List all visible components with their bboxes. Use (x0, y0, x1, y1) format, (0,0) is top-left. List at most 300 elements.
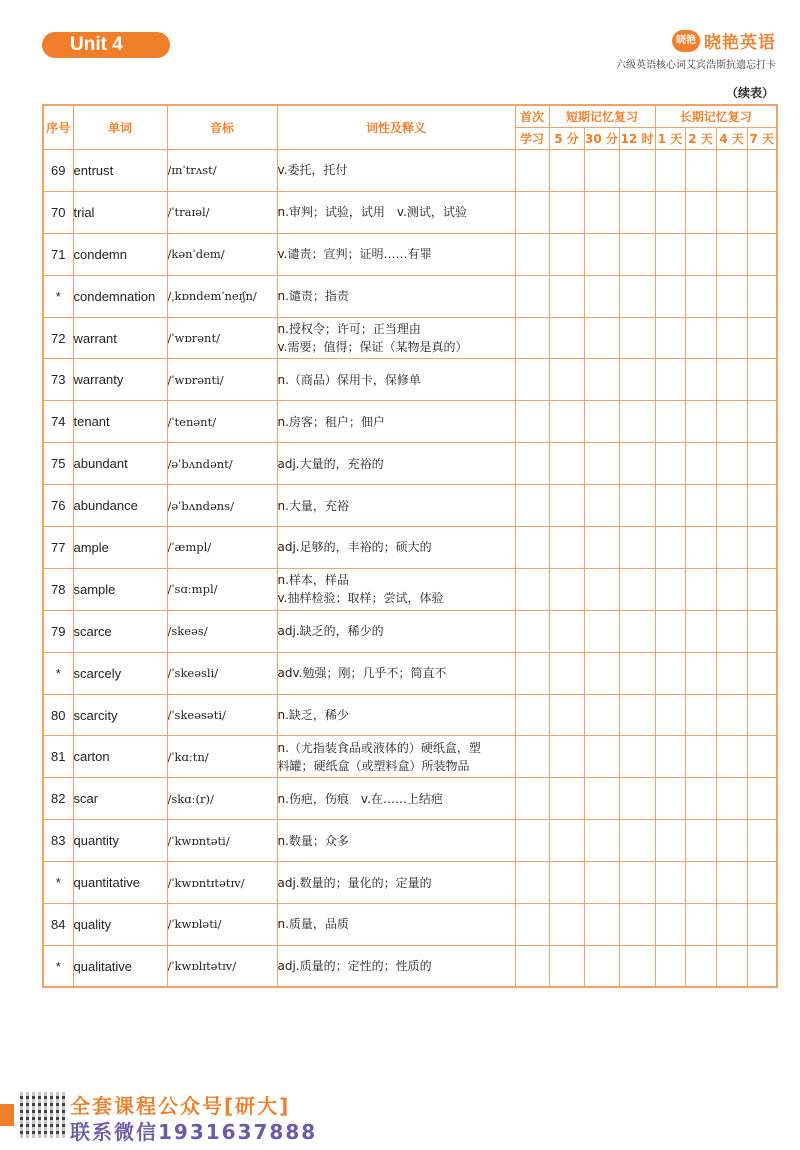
review-checkbox-cell (747, 150, 777, 192)
header-long-col: 7 天 (747, 128, 777, 150)
definition-line: n.质量，品质 (277, 917, 349, 932)
review-checkbox-cell (685, 694, 716, 736)
review-checkbox-cell (584, 820, 619, 862)
row-number: * (43, 652, 73, 694)
unit-label: Unit 4 (42, 32, 170, 58)
definition-line: n.授权令；许可；正当理由 (277, 322, 421, 336)
review-checkbox-cell (747, 736, 777, 778)
review-checkbox-cell (584, 485, 619, 527)
review-checkbox-cell (716, 736, 747, 778)
row-word: quantitative (73, 862, 167, 904)
review-checkbox-cell (515, 233, 549, 275)
table-row (43, 694, 777, 736)
watermark-line-2: 联系微信1931637888 (70, 1120, 318, 1144)
review-checkbox-cell (549, 191, 584, 233)
review-checkbox-cell (549, 527, 584, 569)
row-number: 78 (43, 568, 73, 610)
table-row (43, 652, 777, 694)
review-checkbox-cell (716, 652, 747, 694)
review-checkbox-cell (515, 150, 549, 192)
definition-line: n.样本，样品 (277, 573, 349, 588)
definition-line: adv.勉强；刚；几乎不；简直不 (277, 666, 447, 681)
review-checkbox-cell (716, 527, 747, 569)
row-number: 84 (43, 904, 73, 946)
review-checkbox-cell (747, 820, 777, 862)
review-checkbox-cell (619, 736, 655, 778)
review-checkbox-cell (655, 610, 685, 652)
review-checkbox-cell (619, 820, 655, 862)
row-word: abundant (73, 443, 167, 485)
row-word: entrust (73, 150, 167, 192)
review-checkbox-cell (685, 778, 716, 820)
review-checkbox-cell (584, 401, 619, 443)
table-row (43, 485, 777, 527)
review-checkbox-cell (619, 275, 655, 317)
review-checkbox-cell (716, 945, 747, 987)
review-checkbox-cell (716, 820, 747, 862)
table-row (43, 317, 777, 359)
review-checkbox-cell (549, 736, 584, 778)
review-checkbox-cell (685, 904, 716, 946)
table-row (43, 401, 777, 443)
review-checkbox-cell (584, 610, 619, 652)
review-checkbox-cell (584, 652, 619, 694)
review-checkbox-cell (685, 359, 716, 401)
review-checkbox-cell (685, 485, 716, 527)
row-definition (277, 317, 515, 359)
review-checkbox-cell (584, 736, 619, 778)
row-phonetic: /skeəs/ (167, 610, 277, 652)
header-long-col: 4 天 (716, 128, 747, 150)
row-definition (277, 485, 515, 527)
review-checkbox-cell (619, 359, 655, 401)
review-checkbox-cell (515, 401, 549, 443)
review-checkbox-cell (549, 401, 584, 443)
row-word: trial (73, 191, 167, 233)
row-phonetic: /ˈskeəsəti/ (167, 694, 277, 736)
row-definition (277, 233, 515, 275)
review-checkbox-cell (747, 527, 777, 569)
review-checkbox-cell (619, 150, 655, 192)
row-number: 77 (43, 527, 73, 569)
review-checkbox-cell (685, 527, 716, 569)
review-checkbox-cell (655, 150, 685, 192)
definition-line: n.缺乏，稀少 (277, 708, 349, 723)
row-number: 79 (43, 610, 73, 652)
continued-label: （续表） (725, 86, 774, 100)
definition-line: v.抽样检验；取样；尝试，体验 (277, 591, 444, 606)
review-checkbox-cell (549, 443, 584, 485)
review-checkbox-cell (515, 359, 549, 401)
review-checkbox-cell (584, 150, 619, 192)
review-checkbox-cell (716, 359, 747, 401)
table-row (43, 778, 777, 820)
header-long-col: 1 天 (655, 128, 685, 150)
review-checkbox-cell (747, 694, 777, 736)
review-checkbox-cell (716, 485, 747, 527)
row-number: 81 (43, 736, 73, 778)
review-checkbox-cell (747, 359, 777, 401)
review-checkbox-cell (619, 945, 655, 987)
review-checkbox-cell (655, 778, 685, 820)
review-checkbox-cell (549, 904, 584, 946)
review-checkbox-cell (619, 401, 655, 443)
table-row (43, 945, 777, 987)
row-word: condemn (73, 233, 167, 275)
row-word: carton (73, 736, 167, 778)
review-checkbox-cell (655, 233, 685, 275)
review-checkbox-cell (619, 527, 655, 569)
row-phonetic: /ˈkwɒləti/ (167, 904, 277, 946)
row-number: 71 (43, 233, 73, 275)
review-checkbox-cell (584, 233, 619, 275)
review-checkbox-cell (515, 820, 549, 862)
review-checkbox-cell (584, 359, 619, 401)
row-word: scarce (73, 610, 167, 652)
definition-line: n.（商品）保用卡，保修单 (277, 372, 421, 387)
review-checkbox-cell (716, 862, 747, 904)
table-row (43, 150, 777, 192)
review-checkbox-cell (716, 150, 747, 192)
definition-line: adj.质量的；定性的；性质的 (277, 959, 432, 974)
review-checkbox-cell (747, 568, 777, 610)
header-long-term: 长期记忆复习 (655, 105, 777, 128)
row-word: warranty (73, 359, 167, 401)
row-word: quality (73, 904, 167, 946)
review-checkbox-cell (685, 191, 716, 233)
review-checkbox-cell (655, 568, 685, 610)
review-checkbox-cell (515, 568, 549, 610)
watermark-line-1: 全套课程公众号[研大] (70, 1094, 291, 1118)
row-phonetic: /ˈsɑːmpl/ (167, 568, 277, 610)
vocabulary-table (42, 104, 778, 988)
brand (672, 28, 776, 53)
definition-line: v.谴责；宣判；证明……有罪 (277, 247, 432, 262)
review-checkbox-cell (549, 610, 584, 652)
row-definition (277, 527, 515, 569)
definition-line: 料罐；硬纸盒（或塑料盒）所装物品 (277, 758, 470, 773)
row-number: * (43, 862, 73, 904)
table-row (43, 191, 777, 233)
header-short-col: 12 时 (619, 128, 655, 150)
row-definition (277, 736, 515, 778)
brand-logo-icon: 晓艳 (672, 30, 700, 52)
header-phonetic: 音标 (167, 105, 277, 150)
review-checkbox-cell (549, 275, 584, 317)
review-checkbox-cell (655, 401, 685, 443)
review-checkbox-cell (716, 275, 747, 317)
review-checkbox-cell (515, 652, 549, 694)
definition-line: v.委托，托付 (277, 163, 348, 178)
row-phonetic: /ˈæmpl/ (167, 527, 277, 569)
row-definition (277, 862, 515, 904)
row-number: 72 (43, 317, 73, 359)
row-word: warrant (73, 317, 167, 359)
review-checkbox-cell (747, 610, 777, 652)
header-long-col: 2 天 (685, 128, 716, 150)
review-checkbox-cell (655, 945, 685, 987)
definition-line: adj.足够的，丰裕的；硕大的 (277, 540, 432, 555)
review-checkbox-cell (619, 862, 655, 904)
review-checkbox-cell (515, 778, 549, 820)
review-checkbox-cell (619, 610, 655, 652)
review-checkbox-cell (515, 862, 549, 904)
row-phonetic: /ˈtraɪəl/ (167, 191, 277, 233)
row-number: 80 (43, 694, 73, 736)
row-number: * (43, 945, 73, 987)
review-checkbox-cell (685, 275, 716, 317)
row-phonetic: /ˈtenənt/ (167, 401, 277, 443)
table-row (43, 568, 777, 610)
definition-line: n.数量；众多 (277, 833, 349, 848)
definition-line: adj.大量的，充裕的 (277, 456, 384, 471)
row-number: 69 (43, 150, 73, 192)
review-checkbox-cell (549, 945, 584, 987)
review-checkbox-cell (685, 820, 716, 862)
review-checkbox-cell (655, 736, 685, 778)
watermark-bar (0, 1104, 14, 1126)
row-definition (277, 443, 515, 485)
row-definition (277, 610, 515, 652)
review-checkbox-cell (515, 736, 549, 778)
review-checkbox-cell (716, 191, 747, 233)
definition-line: n.伤疤，伤痕 v.在……上结疤 (277, 791, 443, 806)
row-word: scarcely (73, 652, 167, 694)
table-row (43, 904, 777, 946)
review-checkbox-cell (549, 694, 584, 736)
row-word: ample (73, 527, 167, 569)
review-checkbox-cell (747, 317, 777, 359)
header-first-study-bottom: 学习 (515, 128, 549, 150)
row-word: quantity (73, 820, 167, 862)
review-checkbox-cell (655, 527, 685, 569)
table-row (43, 736, 777, 778)
review-checkbox-cell (584, 862, 619, 904)
review-checkbox-cell (584, 568, 619, 610)
row-number: 76 (43, 485, 73, 527)
review-checkbox-cell (747, 485, 777, 527)
review-checkbox-cell (584, 945, 619, 987)
definition-line: adj.缺乏的，稀少的 (277, 624, 384, 639)
header-short-col: 5 分 (549, 128, 584, 150)
row-phonetic: /ˈkwɒntɪtətɪv/ (167, 862, 277, 904)
review-checkbox-cell (685, 945, 716, 987)
header-short-term: 短期记忆复习 (549, 105, 655, 128)
review-checkbox-cell (747, 652, 777, 694)
review-checkbox-cell (685, 233, 716, 275)
row-definition (277, 820, 515, 862)
review-checkbox-cell (716, 233, 747, 275)
row-word: scarcity (73, 694, 167, 736)
review-checkbox-cell (549, 652, 584, 694)
definition-line: n.房客；租户；佃户 (277, 414, 385, 429)
table-row (43, 862, 777, 904)
review-checkbox-cell (685, 443, 716, 485)
review-checkbox-cell (747, 191, 777, 233)
row-word: condemnation (73, 275, 167, 317)
row-phonetic: /kənˈdem/ (167, 233, 277, 275)
row-phonetic: /ˈskeəsli/ (167, 652, 277, 694)
row-word: abundance (73, 485, 167, 527)
review-checkbox-cell (685, 401, 716, 443)
table-row (43, 527, 777, 569)
review-checkbox-cell (584, 443, 619, 485)
qr-code-overlay (20, 1092, 66, 1138)
row-definition (277, 694, 515, 736)
row-definition (277, 401, 515, 443)
table-row (43, 820, 777, 862)
header-first-study-top: 首次 (515, 105, 549, 128)
review-checkbox-cell (549, 862, 584, 904)
review-checkbox-cell (716, 317, 747, 359)
review-checkbox-cell (549, 359, 584, 401)
table-row (43, 275, 777, 317)
row-definition (277, 568, 515, 610)
review-checkbox-cell (685, 150, 716, 192)
row-word: scar (73, 778, 167, 820)
header-no: 序号 (43, 105, 73, 150)
watermark (0, 1080, 330, 1150)
review-checkbox-cell (685, 610, 716, 652)
review-checkbox-cell (515, 191, 549, 233)
review-checkbox-cell (655, 694, 685, 736)
row-number: 75 (43, 443, 73, 485)
review-checkbox-cell (515, 443, 549, 485)
table-row (43, 233, 777, 275)
review-checkbox-cell (685, 568, 716, 610)
review-checkbox-cell (747, 778, 777, 820)
review-checkbox-cell (549, 820, 584, 862)
review-checkbox-cell (655, 652, 685, 694)
review-checkbox-cell (747, 945, 777, 987)
review-checkbox-cell (655, 904, 685, 946)
row-phonetic: /əˈbʌndənt/ (167, 443, 277, 485)
review-checkbox-cell (549, 150, 584, 192)
review-checkbox-cell (584, 904, 619, 946)
row-number: 73 (43, 359, 73, 401)
review-checkbox-cell (685, 317, 716, 359)
review-checkbox-cell (655, 820, 685, 862)
definition-line: n.大量，充裕 (277, 498, 349, 513)
review-checkbox-cell (619, 904, 655, 946)
row-phonetic: /ˈwɒrənti/ (167, 359, 277, 401)
review-checkbox-cell (655, 191, 685, 233)
review-checkbox-cell (619, 652, 655, 694)
row-number: 83 (43, 820, 73, 862)
review-checkbox-cell (655, 862, 685, 904)
review-checkbox-cell (716, 904, 747, 946)
review-checkbox-cell (549, 568, 584, 610)
review-checkbox-cell (584, 778, 619, 820)
review-checkbox-cell (655, 275, 685, 317)
review-checkbox-cell (716, 443, 747, 485)
row-definition (277, 191, 515, 233)
review-checkbox-cell (619, 568, 655, 610)
review-checkbox-cell (515, 945, 549, 987)
review-checkbox-cell (619, 694, 655, 736)
review-checkbox-cell (549, 233, 584, 275)
review-checkbox-cell (685, 862, 716, 904)
review-checkbox-cell (549, 778, 584, 820)
review-checkbox-cell (619, 485, 655, 527)
review-checkbox-cell (716, 401, 747, 443)
book-subtitle: 六级英语核心词艾宾浩斯抗遗忘打卡 (616, 60, 776, 71)
review-checkbox-cell (515, 485, 549, 527)
review-checkbox-cell (747, 275, 777, 317)
row-definition (277, 904, 515, 946)
review-checkbox-cell (716, 694, 747, 736)
review-checkbox-cell (655, 317, 685, 359)
review-checkbox-cell (716, 610, 747, 652)
review-checkbox-cell (655, 443, 685, 485)
row-word: tenant (73, 401, 167, 443)
definition-line: adj.数量的；量化的；定量的 (277, 875, 432, 890)
header-definition: 词性及释义 (277, 105, 515, 150)
brand-name: 晓艳英语 (704, 33, 776, 53)
row-phonetic: /ɪnˈtrʌst/ (167, 150, 277, 192)
row-definition (277, 359, 515, 401)
row-phonetic: /ˌkɒndemˈneɪʃn/ (167, 275, 277, 317)
row-phonetic: /skɑː(r)/ (167, 778, 277, 820)
row-definition (277, 150, 515, 192)
review-checkbox-cell (619, 778, 655, 820)
review-checkbox-cell (619, 317, 655, 359)
review-checkbox-cell (747, 401, 777, 443)
review-checkbox-cell (515, 610, 549, 652)
table-row (43, 443, 777, 485)
review-checkbox-cell (655, 485, 685, 527)
definition-line: n.（尤指装食品或液体的）硬纸盒，塑 (277, 740, 481, 755)
row-number: 74 (43, 401, 73, 443)
review-checkbox-cell (619, 233, 655, 275)
definition-line: n.审判；试验，试用 v.测试，试验 (277, 205, 467, 220)
review-checkbox-cell (747, 862, 777, 904)
row-phonetic: /ˈkwɒntəti/ (167, 820, 277, 862)
row-definition (277, 778, 515, 820)
review-checkbox-cell (549, 485, 584, 527)
review-checkbox-cell (515, 275, 549, 317)
review-checkbox-cell (584, 527, 619, 569)
review-checkbox-cell (584, 317, 619, 359)
review-checkbox-cell (716, 568, 747, 610)
review-checkbox-cell (619, 191, 655, 233)
review-checkbox-cell (619, 443, 655, 485)
review-checkbox-cell (747, 233, 777, 275)
header-short-col: 30 分 (584, 128, 619, 150)
review-checkbox-cell (655, 359, 685, 401)
row-phonetic: /ˈkɑːtn/ (167, 736, 277, 778)
row-definition (277, 275, 515, 317)
review-checkbox-cell (515, 904, 549, 946)
row-word: sample (73, 568, 167, 610)
definition-line: n.谴责；指责 (277, 289, 349, 304)
row-number: * (43, 275, 73, 317)
review-checkbox-cell (685, 736, 716, 778)
row-phonetic: /əˈbʌndəns/ (167, 485, 277, 527)
review-checkbox-cell (747, 443, 777, 485)
table-row (43, 359, 777, 401)
review-checkbox-cell (584, 191, 619, 233)
definition-line: v.需要；值得；保证（某物是真的） (277, 340, 468, 354)
row-word: qualitative (73, 945, 167, 987)
review-checkbox-cell (549, 317, 584, 359)
table-row (43, 610, 777, 652)
review-checkbox-cell (685, 652, 716, 694)
review-checkbox-cell (515, 694, 549, 736)
review-checkbox-cell (584, 275, 619, 317)
row-number: 82 (43, 778, 73, 820)
header-word: 单词 (73, 105, 167, 150)
